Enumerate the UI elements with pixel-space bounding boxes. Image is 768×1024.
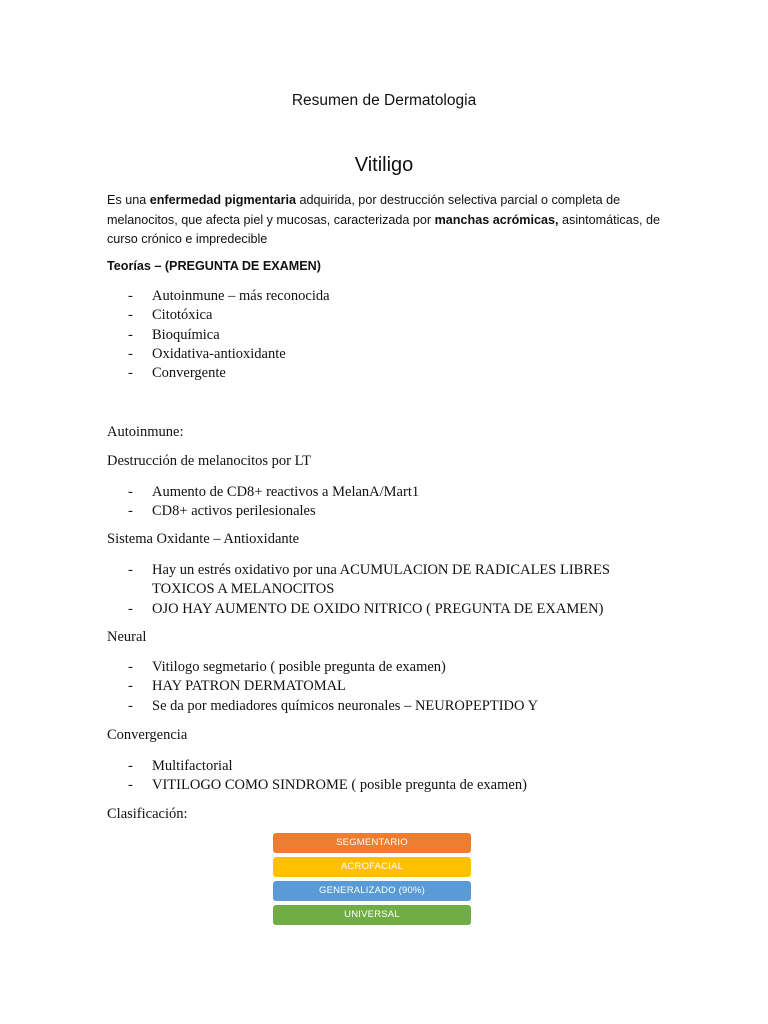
list-dash: -	[128, 345, 133, 362]
theories-list	[128, 287, 648, 383]
intro-bold-1: enfermedad pigmentaria	[149, 193, 296, 207]
list-dash: -	[128, 484, 133, 500]
list-dash: -	[128, 777, 133, 794]
clasificacion-label: Clasificación:	[107, 806, 188, 822]
classification-diagram	[273, 833, 471, 929]
list-dash: -	[128, 503, 133, 520]
oxidante-list	[128, 561, 628, 619]
classification-box-generalizado: GENERALIZADO (90%)	[273, 881, 471, 901]
list-dash: -	[128, 758, 133, 774]
autoinmune-sublabel: Destrucción de melanocitos por LT	[107, 453, 312, 469]
list-item: - HAY PATRON DERMATOMAL	[128, 677, 648, 696]
list-item: - OJO HAY AUMENTO DE OXIDO NITRICO ( PREGUNTA DE EXAMEN)	[128, 600, 628, 619]
convergencia-list	[128, 757, 648, 796]
neural-list	[128, 658, 648, 716]
list-item: - Oxidativa-antioxidante	[128, 345, 648, 364]
autoinmune-list	[128, 483, 648, 522]
intro-text-2: adquirida, por destrucción selectiva parcial o completa de melanocitos, que afecta piel y mucosas, caracterizada por	[107, 193, 621, 227]
classification-box-universal: UNIVERSAL	[273, 905, 471, 925]
list-dash: -	[128, 697, 133, 714]
oxidante-label: Sistema Oxidante – Antioxidante	[107, 531, 300, 547]
list-item: - Convergente	[128, 364, 648, 383]
intro-text-3: asintomáticas, de curso crónico e impredecible	[107, 212, 661, 246]
theories-heading: Teorías – (PREGUNTA DE EXAMEN)	[107, 259, 321, 273]
list-dash: -	[128, 562, 133, 578]
list-dash: -	[128, 678, 133, 695]
list-item: - Bioquímica	[128, 326, 648, 345]
list-item: - Multifactorial	[128, 757, 648, 776]
list-item: - Aumento de CD8+ reactivos a MelanA/Mart1	[128, 483, 648, 502]
classification-box-acrofacial: ACROFACIAL	[273, 857, 471, 877]
list-dash: -	[128, 326, 133, 343]
list-dash: -	[128, 365, 133, 382]
intro-text-1: Es una	[107, 193, 150, 207]
main-heading: Vitiligo	[354, 154, 414, 176]
classification-box-segmentario: SEGMENTARIO	[273, 833, 471, 853]
autoinmune-label: Autoinmune:	[107, 424, 184, 440]
list-dash: -	[128, 288, 133, 304]
convergencia-label: Convergencia	[107, 727, 188, 743]
list-item: - CD8+ activos perilesionales	[128, 502, 648, 521]
list-dash: -	[128, 600, 133, 617]
list-item: - VITILOGO COMO SINDROME ( posible pregunta de examen)	[128, 776, 648, 795]
list-item: - Se da por mediadores químicos neuronales – NEUROPEPTIDO Y	[128, 697, 648, 716]
neural-label: Neural	[107, 629, 147, 645]
list-item: - Hay un estrés oxidativo por una ACUMULACION DE RADICALES LIBRES TOXICOS A MELANOCITOS	[128, 562, 610, 598]
document-title: Resumen de Dermatologia	[291, 92, 477, 109]
intro-bold-2: manchas acrómicas,	[434, 212, 559, 227]
list-dash: -	[128, 659, 133, 675]
list-item: - Citotóxica	[128, 306, 648, 325]
list-item: - Vitilogo segmetario ( posible pregunta de examen)	[128, 658, 648, 677]
list-item: - Autoinmune – más reconocida	[128, 287, 648, 306]
intro-paragraph	[107, 191, 667, 250]
list-dash: -	[128, 307, 133, 324]
